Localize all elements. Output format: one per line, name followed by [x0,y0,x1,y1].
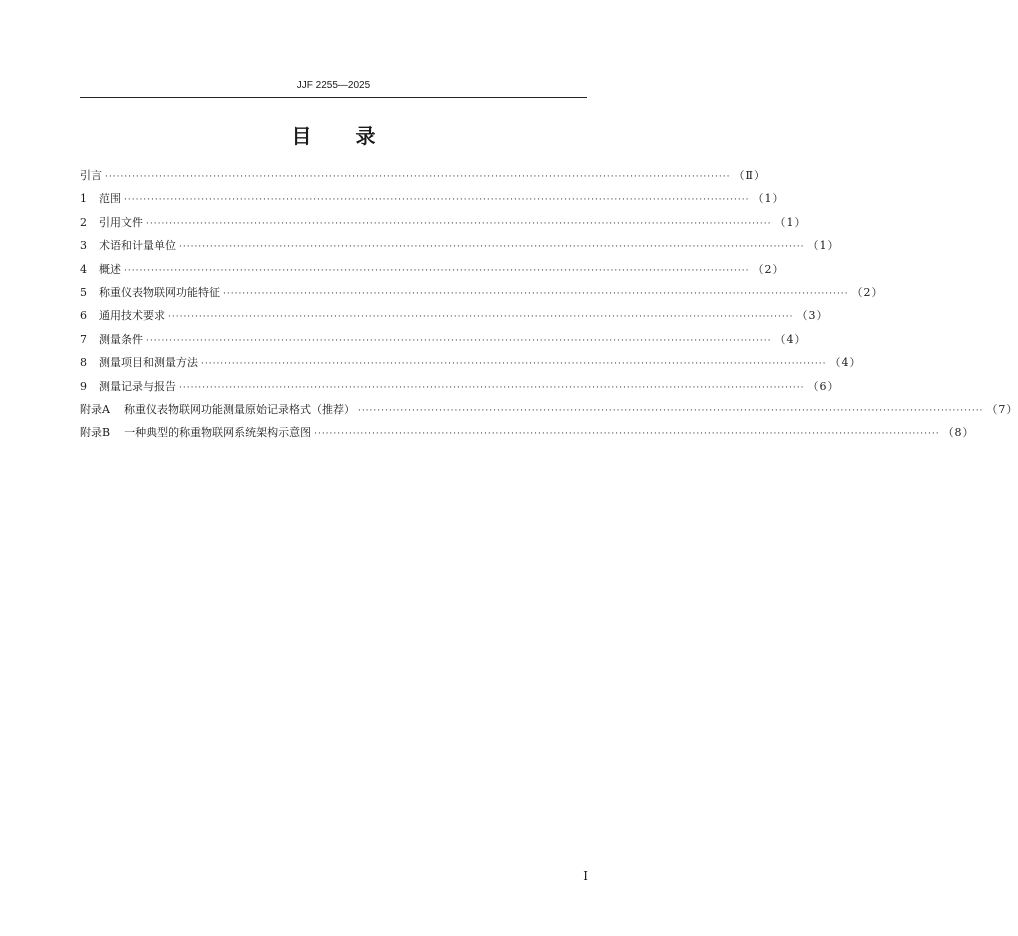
toc-entry-page: （3） [796,309,829,323]
toc-entry-5[interactable] [80,283,884,306]
toc-entry-number: 1 [80,192,87,206]
toc-entry-page: （4） [829,356,862,370]
toc-entry-number: 8 [80,356,87,370]
toc-entry-title: 称重仪表物联网功能测量原始记录格式（推荐） [123,402,355,416]
toc-entry-number: 3 [80,239,87,253]
header-rule [80,97,587,98]
toc-entry-page: （1） [752,192,785,206]
toc-entry-title: 称重仪表物联网功能特征 [99,285,220,299]
toc-entry-title: 概述 [99,262,121,276]
toc-dot-leader: ·································································································································································· [201,359,827,370]
toc-dot-leader: ·································································································································································· [179,242,805,253]
toc-entry-title: 范围 [99,192,121,206]
toc-entry-title: 测量项目和测量方法 [99,356,198,370]
toc-entry-title: 测量记录与报告 [99,379,176,393]
toc-entry-number: 9 [80,379,87,393]
toc-entry-page: （4） [774,332,807,346]
toc-entry-3[interactable] [80,236,840,259]
toc-dot-leader: ·································································································································································· [168,312,794,323]
toc-entry-page: （1） [774,215,807,229]
toc-dot-leader: ·································································································································································· [179,382,805,393]
toc-entry-title: 术语和计量单位 [99,239,176,253]
toc-dot-leader: ·································································································································································· [124,265,750,276]
toc-entry-page: （2） [752,262,785,276]
toc-entry-title: 引用文件 [99,215,143,229]
toc-entry-7[interactable] [80,330,807,353]
toc-entry-page: （Ⅱ） [733,169,766,182]
toc-entry-page: （2） [851,285,884,299]
toc-entry-number: 7 [80,332,87,346]
toc-entry-number: 4 [80,262,87,276]
toc-entry-number: 2 [80,215,87,229]
toc-entry-number: 附录A [80,402,110,416]
toc-entry-page: （6） [807,379,840,393]
toc-title: 目录 [291,124,420,148]
toc-dot-leader: ·································································································································································· [357,405,984,416]
toc-dot-leader: ·································································································································································· [146,335,772,346]
toc-dot-leader: ·································································································································································· [146,218,772,229]
toc-entry-title: 通用技术要求 [99,309,165,323]
toc-entry-number: 6 [80,309,87,323]
toc-entry-appendix-a[interactable] [80,400,1018,423]
toc-entry-appendix-b[interactable] [80,423,975,446]
page-number: I [583,869,588,883]
toc-entry-title: 测量条件 [99,332,143,346]
toc-entry-page: （8） [942,426,975,440]
document-header-code: JJF 2255—2025 [296,80,371,91]
toc-entry-intro[interactable] [80,166,766,189]
toc-entry-4[interactable] [80,260,785,283]
toc-entry-9[interactable] [80,377,840,400]
toc-entry-number: 5 [80,285,87,299]
toc-entry-page: （7） [986,402,1018,416]
toc-entry-page: （1） [807,239,840,253]
toc-list [80,166,1018,447]
toc-entry-1[interactable] [80,189,785,212]
toc-entry-8[interactable] [80,353,862,376]
toc-dot-leader: ·································································································································································· [124,195,750,206]
toc-dot-leader: ·································································································································································· [105,172,731,182]
toc-entry-title: 一种典型的称重物联网系统架构示意图 [124,426,312,440]
toc-dot-leader: ·································································································································································· [223,288,849,299]
toc-entry-title: 引言 [80,169,102,182]
toc-dot-leader: ·································································································································································· [314,429,940,440]
toc-entry-number: 附录B [80,426,111,440]
toc-entry-2[interactable] [80,213,807,236]
toc-entry-6[interactable] [80,306,829,329]
